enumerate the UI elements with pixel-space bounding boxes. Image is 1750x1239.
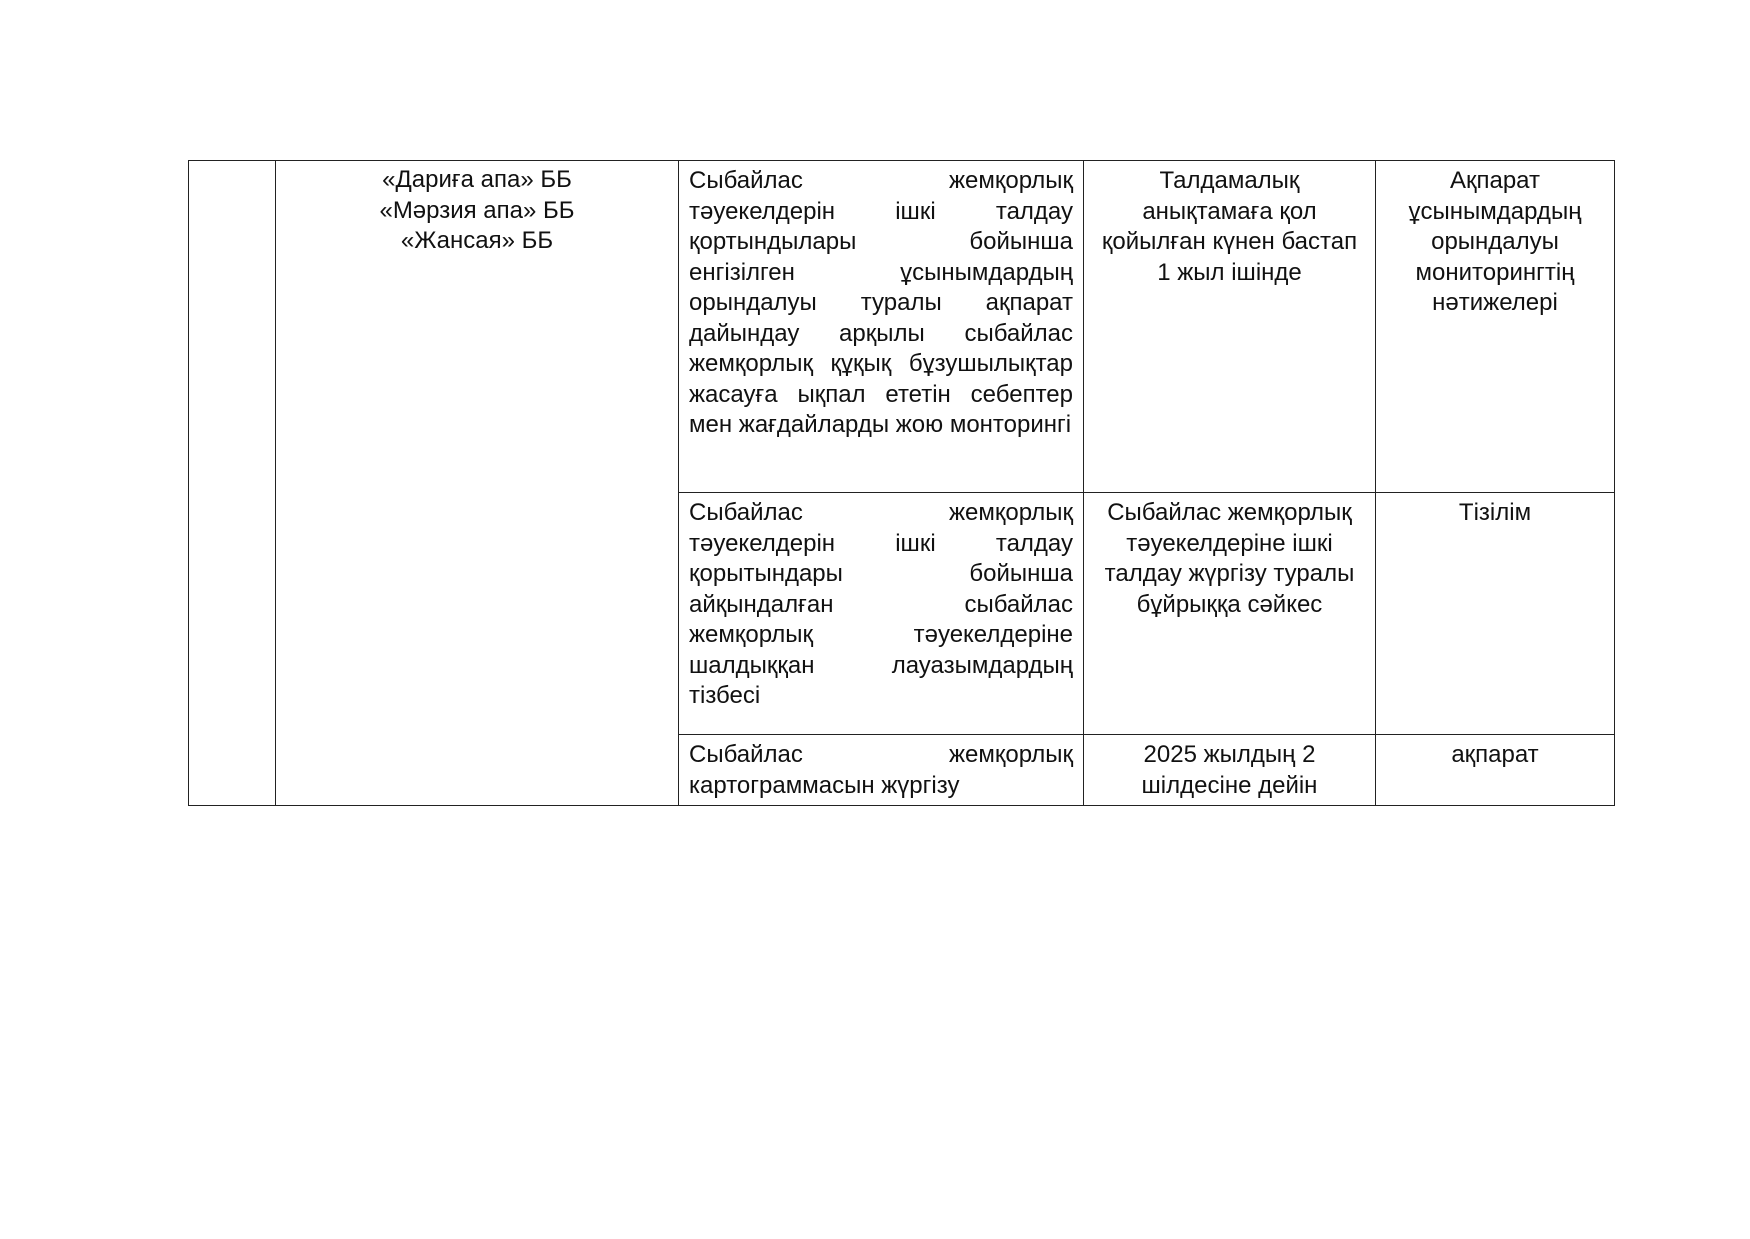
organization-name: «Мәрзия апа» ББ xyxy=(379,196,575,224)
measure-cell: Сыбайлас жемқорлық тәуекелдерін ішкі талдау қорытындары бойынша айқындалған сыбайлас жемқорлық тәуекелдеріне шалдыққан лауазымдардың тізбесі xyxy=(679,493,1084,735)
result-cell: Тізілім xyxy=(1376,493,1615,735)
measure-cell: Сыбайлас жемқорлық картограммасын жүргізу xyxy=(679,735,1084,806)
organizations-cell xyxy=(276,161,679,806)
number-cell xyxy=(189,161,276,806)
deadline-cell: Талдамалық анықтамаға қол қойылған күнен бастап 1 жыл ішінде xyxy=(1084,161,1376,493)
deadline-cell: Сыбайлас жемқорлық тәуекелдеріне ішкі талдау жүргізу туралы бұйрыққа сәйкес xyxy=(1084,493,1376,735)
result-cell: ақпарат xyxy=(1376,735,1615,806)
measure-cell: Сыбайлас жемқорлық тәуекелдерін ішкі талдау қортындылары бойынша енгізілген ұсынымдардың орындалуы туралы ақпарат дайындау арқылы сыбайлас жемқорлық құқық бұзушылықтар жасауға ықпал ететін себептер мен жағдайларды жою монторингі xyxy=(679,161,1084,493)
table-row xyxy=(189,161,1615,493)
plan-table xyxy=(188,160,1615,806)
result-cell: Ақпарат ұсынымдардың орындалуы мониторингтің нәтижелері xyxy=(1376,161,1615,493)
organization-name: «Жансая» ББ xyxy=(400,227,554,254)
organization-name: «Дариға апа» ББ xyxy=(382,166,572,193)
deadline-cell: 2025 жылдың 2 шілдесіне дейін xyxy=(1084,735,1376,806)
